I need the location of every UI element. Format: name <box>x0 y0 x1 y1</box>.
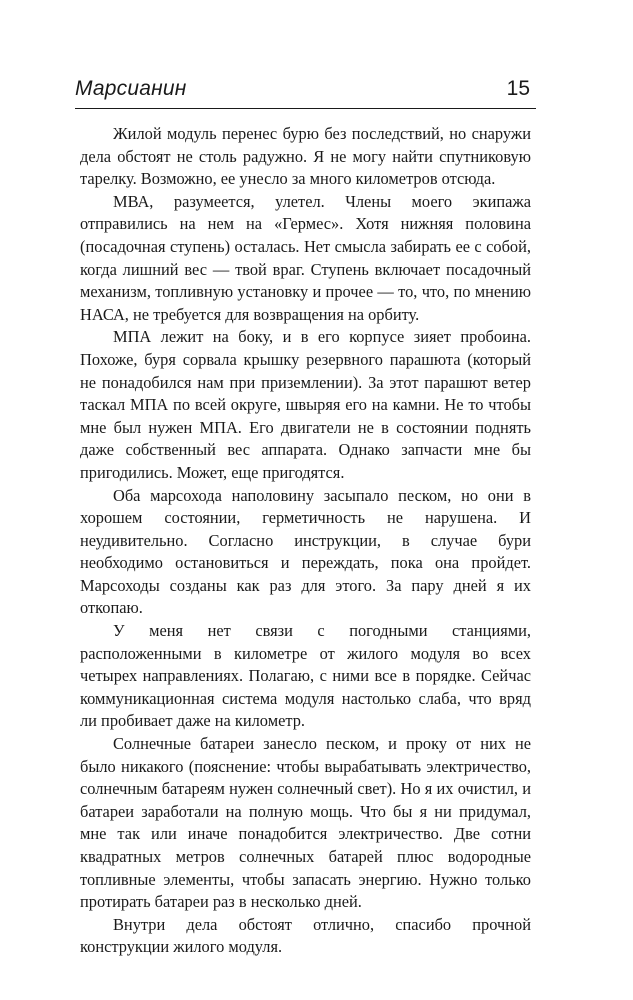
paragraph: Оба марсохода наполовину засыпало песком, но они в хорошем состоянии, герметичность не нарушена. И неудивительно. Согласно инструкции, в случае бури необходимо остановиться и переждать, пока она пройдет. Марсоходы созданы как раз для этого. За пару дней я их откопаю. <box>80 485 531 618</box>
paragraph: Внутри дела обстоят отлично, спасибо прочной конструкции жилого модуля. <box>80 914 531 957</box>
body-text <box>80 123 531 959</box>
running-head <box>75 76 536 110</box>
paragraph: У меня нет связи с погодными станциями, расположенными в километре от жилого модуля во всех четырех направлениях. Полагаю, с ними все в порядке. Сейчас коммуникационная система модуля настолько слаба, что вряд ли пробивает даже на километр. <box>80 621 531 731</box>
header-rule <box>75 108 536 109</box>
paragraph: МВА, разумеется, улетел. Члены моего экипажа отправились на нем на «Гермес». Хотя нижняя половина (посадочная ступень) осталась. Нет смысла забирать ее с собой, когда лишний вес — твой враг. Ступень включает посадочный механизм, топливную установку и прочее — то, что, по мнению НАСА, не требуется для возвращения на орбиту. <box>80 191 531 324</box>
page-number: 15 <box>506 77 530 100</box>
paragraph: МПА лежит на боку, и в его корпусе зияет пробоина. Похоже, буря сорвала крышку резервного парашюта (который не понадобился нам при приземлении). За этот парашют ветер таскал МПА по всей округе, швыряя его на камни. Не то чтобы мне был нужен МПА. Его двигатели не в состоянии поднять даже собственный вес аппарата. Однако запчасти мне бы пригодились. Может, еще пригодятся. <box>80 327 531 482</box>
paragraph: Солнечные батареи занесло песком, и проку от них не было никакого (пояснение: чтобы вырабатывать электричество, солнечным батареям нужен солнечный свет). Но я их очистил, и батареи заработали на полную мощь. Что бы я ни придумал, мне так или иначе понадобится электричество. Две сотни квадратных метров солнечных батарей плюс водородные топливные элементы, чтобы запасать энергию. Нужно только протирать батареи раз в несколько дней. <box>80 734 531 912</box>
running-title: Марсианин <box>75 77 187 100</box>
paragraph: Жилой модуль перенес бурю без последствий, но снаружи дела обстоят не столь радужно. Я не могу найти спутниковую тарелку. Возможно, ее унесло за много километров отсюда. <box>80 124 531 189</box>
